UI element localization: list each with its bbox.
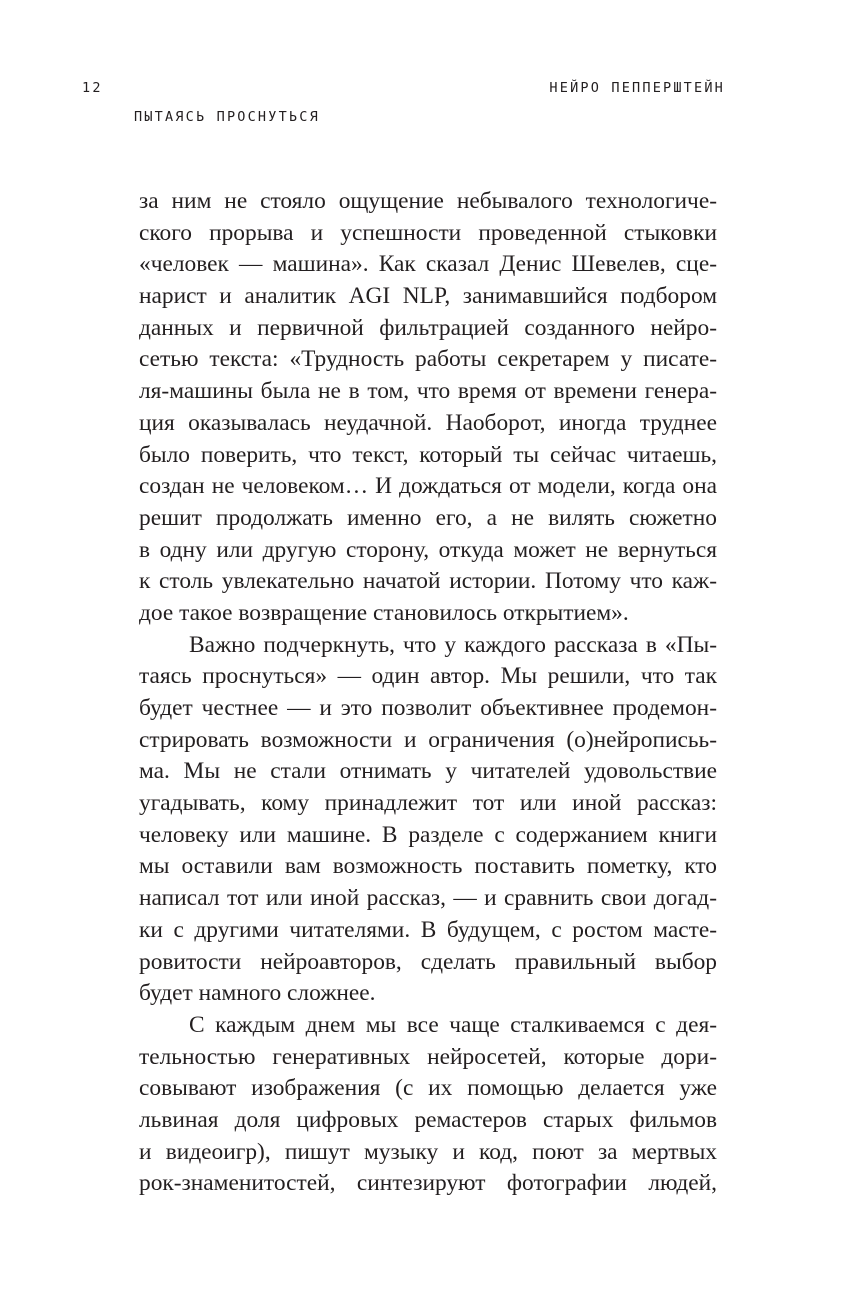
text-line: в одну или другую сторону, откуда может не вернуться: [139, 536, 717, 563]
text-line: мы оставили вам возможность поставить пометку, кто: [139, 853, 717, 880]
text-line: львиная доля цифровых ремастеров старых фильмов: [139, 1106, 717, 1133]
text-line: ровитости нейроавторов, сделать правильный выбор: [139, 948, 717, 975]
text-line: угадывать, кому принадлежит тот или иной рассказ:: [139, 790, 717, 817]
text-line: данных и первичной фильтрацией созданного нейро-: [139, 314, 717, 341]
body-text: [139, 186, 717, 1200]
text-line: дое такое возвращение становилось открытием».: [139, 599, 629, 626]
text-line: С каждым днем мы все чаще сталкиваемся с дея-: [189, 1011, 717, 1038]
text-line: рок-знаменитостей, синтезируют фотографии людей,: [139, 1170, 717, 1197]
text-line: «человек — машина». Как сказал Денис Шевелев, сце-: [139, 251, 717, 278]
text-line: будет намного сложнее.: [139, 980, 376, 1007]
text-line: таясь проснуться» — один автор. Мы решили, что так: [139, 663, 717, 690]
text-line: ля-машины была не в том, что время от времени генера-: [139, 378, 717, 405]
text-line: решит продолжать именно его, а не вилять сюжетно: [139, 504, 717, 531]
paragraph: [139, 1010, 717, 1200]
text-line: будет честнее — и это позволит объективнее продемон-: [139, 695, 717, 721]
paragraph: [139, 630, 717, 1010]
text-line: ского прорыва и успешности проведенной стыковки: [139, 219, 717, 246]
text-line: ки с другими читателями. В будущем, с ростом масте-: [139, 916, 717, 943]
text-line: совывают изображения (с их помощью делается уже: [139, 1075, 717, 1102]
text-line: сетью текста: «Трудность работы секретарем у писате-: [139, 346, 717, 373]
text-line: было поверить, что текст, который ты сейчас читаешь,: [139, 441, 717, 468]
page-number: 12: [82, 80, 103, 96]
text-line: нарист и аналитик AGI NLP, занимавшийся подбором: [139, 283, 717, 310]
text-line: создан не человеком… И дождаться от модели, когда она: [139, 473, 717, 500]
text-line: Важно подчеркнуть, что у каждого рассказа в «Пы-: [189, 631, 717, 658]
text-line: человеку или машине. В разделе с содержанием книги: [139, 821, 717, 848]
text-line: стрировать возможности и ограничения (о)нейрописьь-: [139, 726, 717, 753]
text-line: ма. Мы не стали отнимать у читателей удовольствие: [139, 758, 717, 785]
paragraph: [139, 186, 717, 630]
text-line: ция оказывалась неудачной. Наоборот, иногда труднее: [139, 409, 717, 436]
text-line: к столь увлекательно начатой истории. Потому что каж-: [139, 568, 717, 595]
text-line: и видеоигр), пишут музыку и код, поют за мертвых: [139, 1138, 717, 1165]
text-line: написал тот или иной рассказ, — и сравнить свои догад-: [139, 885, 717, 912]
running-head-book-title: ПЫТАЯСЬ ПРОСНУТЬСЯ: [134, 109, 320, 125]
text-line: тельностью генеративных нейросетей, которые дори-: [139, 1043, 717, 1070]
running-head-author: НЕЙРО ПЕППЕРШТЕЙН: [549, 80, 725, 96]
text-line: за ним не стояло ощущение небывалого технологиче-: [139, 188, 717, 214]
